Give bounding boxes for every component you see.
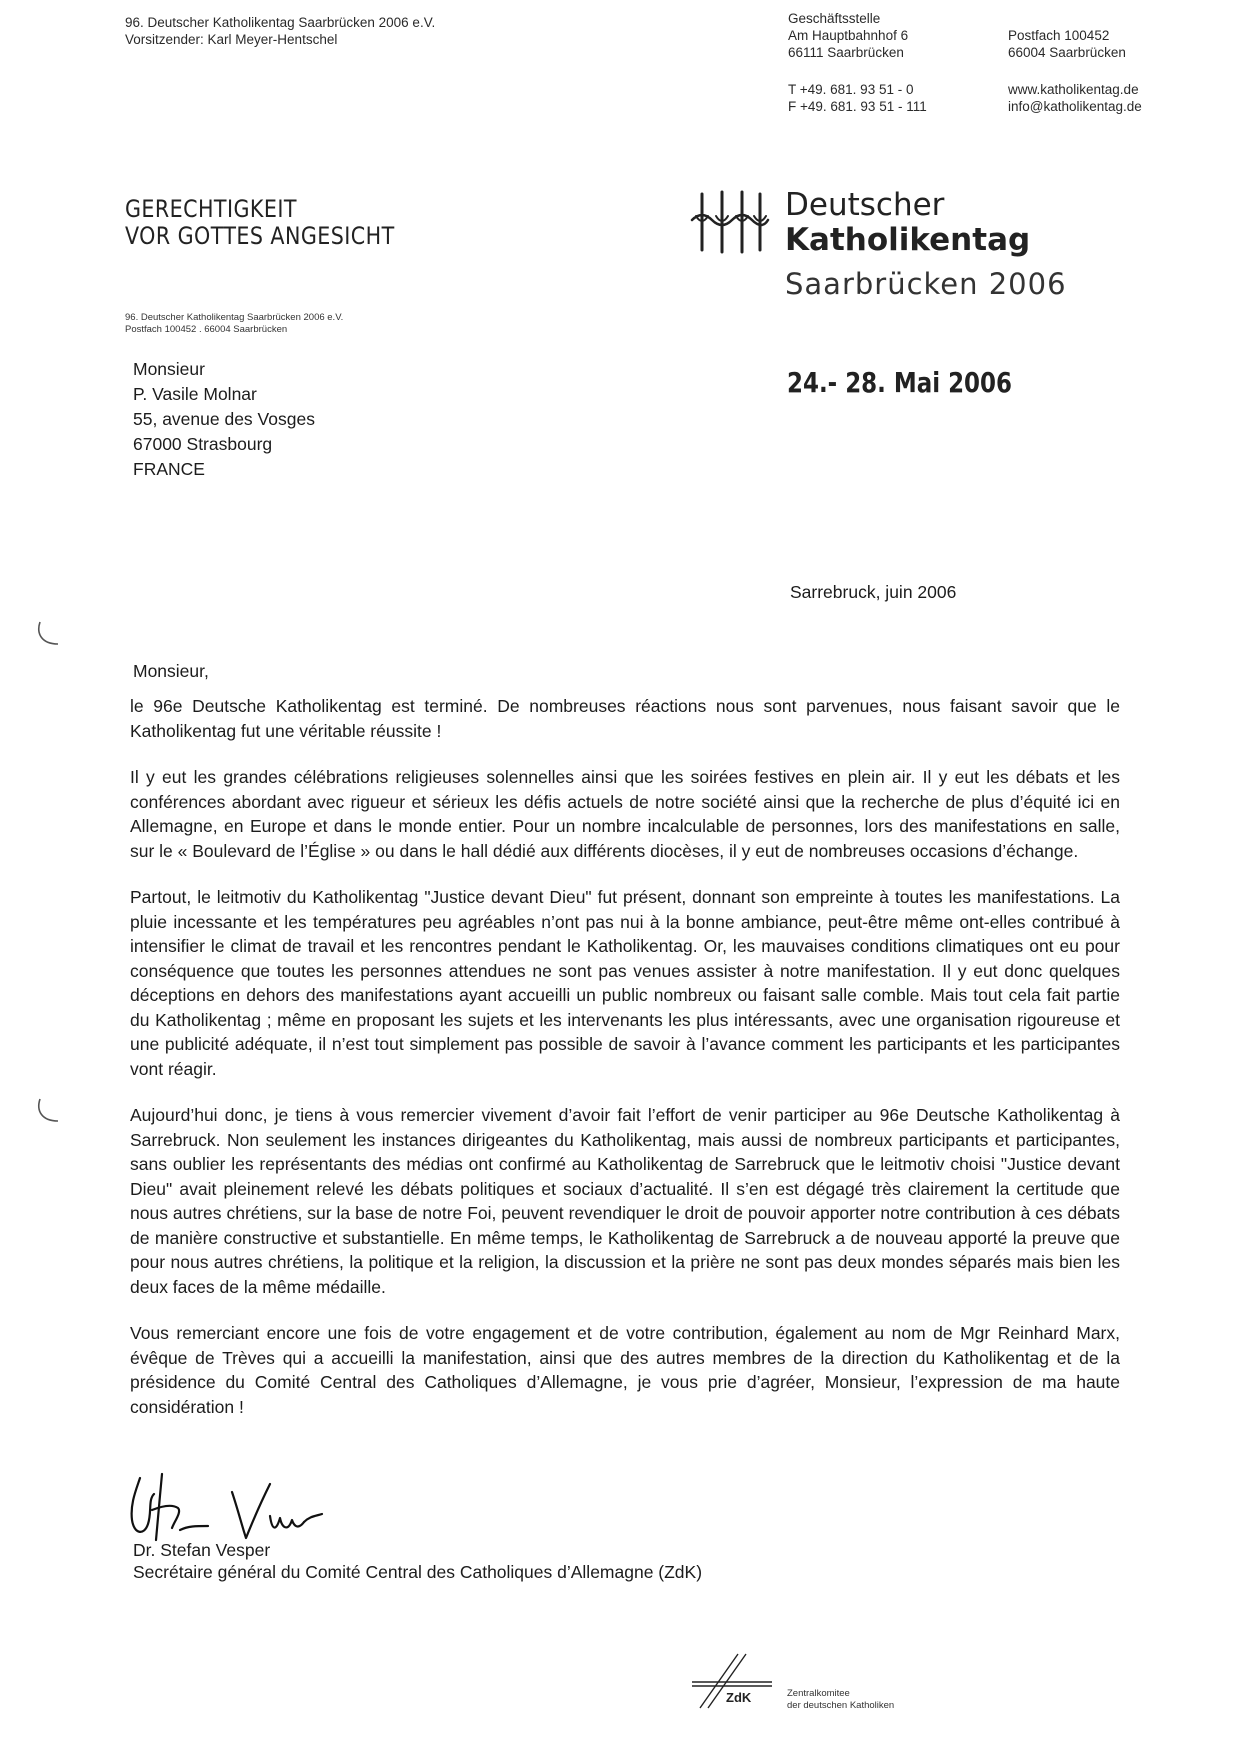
zdk-mark: ZdK xyxy=(726,1690,752,1705)
recipient-address xyxy=(133,357,315,482)
letterhead-postbox xyxy=(1008,27,1142,115)
office-city: 66111 Saarbrücken xyxy=(788,45,904,60)
paragraph: Vous remerciant encore une fois de votre engagement et de votre contribution, également au nom de Mgr Reinhard Marx, évêque de Trèves qui a accueilli la manifestation, ainsi que des autres membres de la direction du Katholikentag et de la présidence du Comité Central des Catholiques d’Allemagne, je vous prie d’agréer, Monsieur, l’expression de ma haute considération ! xyxy=(130,1323,1120,1417)
brand-line2: Katholikentag xyxy=(785,222,1031,258)
website-link: www.katholikentag.de xyxy=(1008,82,1139,97)
paragraph: Partout, le leitmotiv du Katholikentag "Justice devant Dieu" fut présent, donnant son empreinte à toutes les manifestations. La pluie incessante et les températures peu agréables n’ont pas nui à la bonne ambiance, peut-être même ont-elles contribué à intensifier le climat de travail et les rencontres pendant le Katholikentag. Or, les mauvaises conditions climatiques ont eu pour conséquence que toutes les personnes attendues ne sont pas venues assister à notre manifestation. Il y eut donc quelques déceptions en dehors des manifestations ayant accueilli un public nombreux ou faisant salle comble. Mais tout cela fait partie du Katholikentag ; même en proposant les sujets et les intervenants les plus intéressants, avec une organisation rigoureuse et une publicité adéquate, il n’est tout simplement pas possible de savoir à l’avance comment les participants et les participantes vont réagir. xyxy=(130,887,1120,1079)
paragraph: Aujourd’hui donc, je tiens à vous remercier vivement d’avoir fait l’effort de venir participer au 96e Deutsche Katholikentag à Sarrebruck. Non seulement les instances dirigeantes du Katholikentag, mais aussi de nombreux participants et participantes, sans oublier les représentants des médias ont confirmé au Katholikentag de Sarrebruck que le leitmotiv choisi "Justice devant Dieu" avait pleinement relevé les débats politiques et sociaux d’actualité. Il s’en est dégagé très clairement la certitude que nous autres chrétiens, sur la base de notre Foi, peuvent revendiquer le droit de pouvoir apporter notre contribution à ces débats de manière constructive et substantielle. En même temps, le Katholikentag de Sarrebruck a de nouveau apporté la preuve que pour nous autres chrétiens, la politique et la religion, la discussion et la prière ne sont pas deux mondes séparés mais bien les deux faces de la même médaille. xyxy=(130,1105,1120,1297)
event-brand xyxy=(785,188,1067,304)
postbox-city: 66004 Saarbrücken xyxy=(1008,45,1126,60)
letterhead-office xyxy=(788,10,927,115)
return-address xyxy=(125,312,343,336)
paragraph: le 96e Deutsche Katholikentag est terminé. De nombreuses réactions nous sont parvenues, nous faisant savoir que le Katholikentag fut une véritable réussite ! xyxy=(130,696,1120,741)
punch-hole-mark-icon xyxy=(34,620,64,650)
recipient-line4: 67000 Strasbourg xyxy=(133,434,273,454)
motto xyxy=(125,196,395,250)
letterhead-organisation xyxy=(125,14,435,48)
org-name: 96. Deutscher Katholikentag Saarbrücken 2006 e.V. xyxy=(125,15,436,30)
signatory-title: Secrétaire général du Comité Central des Catholiques d’Allemagne (ZdK) xyxy=(133,1562,703,1582)
postbox-line: Postfach 100452 xyxy=(1008,28,1110,43)
zdk-line1: Zentralkomitee xyxy=(787,1688,850,1699)
punch-hole-mark-icon xyxy=(34,1097,64,1127)
recipient-line3: 55, avenue des Vosges xyxy=(133,409,315,429)
return-address-line2: Postfach 100452 . 66004 Saarbrücken xyxy=(125,324,288,335)
recipient-line5: FRANCE xyxy=(133,459,205,479)
zdk-caption xyxy=(787,1688,894,1712)
recipient-line1: Monsieur xyxy=(133,359,205,379)
letter-body xyxy=(130,694,1120,1441)
place-date: Sarrebruck, juin 2006 xyxy=(790,582,957,602)
motto-line2: VOR GOTTES ANGESICHT xyxy=(125,222,395,250)
motto-line1: GERECHTIGKEIT xyxy=(125,195,297,223)
signatory xyxy=(133,1539,702,1583)
recipient-line2: P. Vasile Molnar xyxy=(133,384,257,404)
paragraph: Il y eut les grandes célébrations religieuses solennelles ainsi que les soirées festives en plein air. Il y eut les débats et les conférences abordant avec rigueur et sérieux les défis actuels de notre société ainsi que la recherche de plus d’équité ici en Allemagne, en Europe et dans le monde entier. Pour un nombre incalculable de personnes, lors des manifestations en salle, sur le « Boulevard de l’Église » ou dans le hall dédié aux différents diocèses, il y eut de nombreuses occasions d’échange. xyxy=(130,767,1120,861)
office-phone: T +49. 681. 93 51 - 0 xyxy=(788,82,914,97)
zdk-line2: der deutschen Katholiken xyxy=(787,1700,895,1711)
brand-line1: Deutscher xyxy=(785,187,945,223)
brand-line3: Saarbrücken 2006 xyxy=(785,267,1067,301)
office-street: Am Hauptbahnhof 6 xyxy=(788,28,909,43)
office-title: Geschäftsstelle xyxy=(788,11,881,26)
return-address-line1: 96. Deutscher Katholikentag Saarbrücken 2006 e.V. xyxy=(125,312,344,323)
email-address: info@katholikentag.de xyxy=(1008,99,1142,114)
katholikentag-logo-icon xyxy=(690,190,770,265)
org-chairman: Vorsitzender: Karl Meyer-Hentschel xyxy=(125,32,338,47)
signatory-name: Dr. Stefan Vesper xyxy=(133,1540,271,1560)
salutation: Monsieur, xyxy=(133,661,209,681)
event-dates: 24.- 28. Mai 2006 xyxy=(787,366,1012,399)
office-fax: F +49. 681. 93 51 - 111 xyxy=(788,99,927,114)
zdk-logo xyxy=(690,1652,782,1715)
